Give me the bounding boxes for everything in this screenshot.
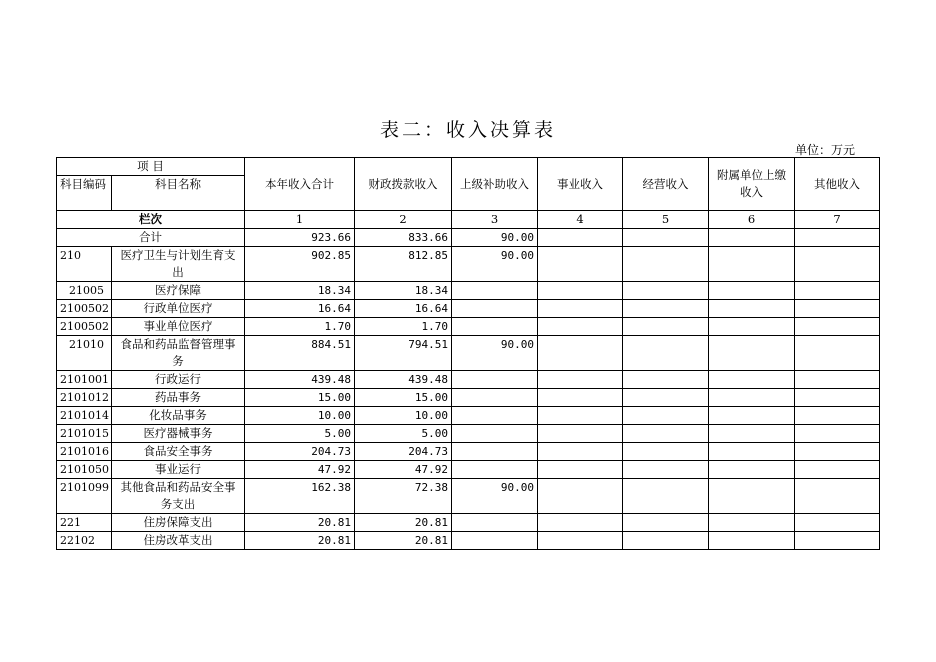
row-c3 xyxy=(452,389,538,407)
row-c7 xyxy=(795,514,880,532)
table-row xyxy=(57,479,880,514)
row-c4 xyxy=(538,514,623,532)
row-code: 2101099 xyxy=(57,479,112,514)
table-row xyxy=(57,461,880,479)
row-code: 2101014 xyxy=(57,407,112,425)
row-c5 xyxy=(623,425,709,443)
table-row xyxy=(57,443,880,461)
row-c3 xyxy=(452,532,538,550)
header-code: 科目编码 xyxy=(57,176,112,211)
row-c6 xyxy=(709,300,795,318)
unit-label: 单位：万元 xyxy=(794,143,855,157)
row-c6 xyxy=(709,389,795,407)
row-c4 xyxy=(538,371,623,389)
row-c4 xyxy=(538,300,623,318)
row-c2: 5.00 xyxy=(355,425,452,443)
row-c1: 902.85 xyxy=(245,247,355,282)
row-c6 xyxy=(709,282,795,300)
row-c2: 812.85 xyxy=(355,247,452,282)
row-c4 xyxy=(538,407,623,425)
lanci-num: 3 xyxy=(452,211,538,229)
row-c1: 204.73 xyxy=(245,443,355,461)
row-name: 食品和药品监督管理事务 xyxy=(112,336,245,371)
total-c2: 833.66 xyxy=(355,229,452,247)
total-c1: 923.66 xyxy=(245,229,355,247)
total-c3: 90.00 xyxy=(452,229,538,247)
row-c2: 47.92 xyxy=(355,461,452,479)
table-row xyxy=(57,425,880,443)
row-c4 xyxy=(538,247,623,282)
row-c6 xyxy=(709,461,795,479)
row-c6 xyxy=(709,371,795,389)
row-c7 xyxy=(795,336,880,371)
row-c6 xyxy=(709,407,795,425)
row-c5 xyxy=(623,282,709,300)
row-c3 xyxy=(452,443,538,461)
row-name: 化妆品事务 xyxy=(112,407,245,425)
row-c2: 794.51 xyxy=(355,336,452,371)
header-col-4: 事业收入 xyxy=(538,158,623,211)
row-c3 xyxy=(452,461,538,479)
table-row xyxy=(57,336,880,371)
row-c5 xyxy=(623,514,709,532)
row-name: 住房保障支出 xyxy=(112,514,245,532)
row-c6 xyxy=(709,336,795,371)
row-c6 xyxy=(709,479,795,514)
table-row xyxy=(57,407,880,425)
row-c6 xyxy=(709,318,795,336)
row-c4 xyxy=(538,532,623,550)
row-code: 221 xyxy=(57,514,112,532)
row-c6 xyxy=(709,514,795,532)
row-name: 医疗器械事务 xyxy=(112,425,245,443)
row-name: 药品事务 xyxy=(112,389,245,407)
row-c1: 16.64 xyxy=(245,300,355,318)
row-c5 xyxy=(623,532,709,550)
row-c4 xyxy=(538,461,623,479)
row-c4 xyxy=(538,318,623,336)
row-c3 xyxy=(452,407,538,425)
header-col-7: 其他收入 xyxy=(795,158,880,211)
row-c3 xyxy=(452,282,538,300)
table-row xyxy=(57,389,880,407)
row-c2: 10.00 xyxy=(355,407,452,425)
table-row xyxy=(57,514,880,532)
row-c4 xyxy=(538,389,623,407)
table-row xyxy=(57,371,880,389)
row-code: 2101050 xyxy=(57,461,112,479)
row-c1: 5.00 xyxy=(245,425,355,443)
row-c2: 72.38 xyxy=(355,479,452,514)
row-code: 2101016 xyxy=(57,443,112,461)
row-c1: 439.48 xyxy=(245,371,355,389)
row-code: 2101015 xyxy=(57,425,112,443)
row-c6 xyxy=(709,443,795,461)
income-table xyxy=(56,157,880,550)
table-row xyxy=(57,532,880,550)
row-c4 xyxy=(538,282,623,300)
row-c6 xyxy=(709,532,795,550)
row-c1: 20.81 xyxy=(245,532,355,550)
row-c1: 1.70 xyxy=(245,318,355,336)
header-col-3: 上级补助收入 xyxy=(452,158,538,211)
row-c1: 10.00 xyxy=(245,407,355,425)
row-name: 事业单位医疗 xyxy=(112,318,245,336)
total-label: 合计 xyxy=(57,229,245,247)
row-c3 xyxy=(452,514,538,532)
row-c6 xyxy=(709,425,795,443)
row-c1: 20.81 xyxy=(245,514,355,532)
header-name: 科目名称 xyxy=(112,176,245,211)
row-c5 xyxy=(623,247,709,282)
lanci-num: 2 xyxy=(355,211,452,229)
row-c2: 20.81 xyxy=(355,514,452,532)
table-row xyxy=(57,247,880,282)
row-c5 xyxy=(623,461,709,479)
row-c7 xyxy=(795,247,880,282)
row-code: 2100502 xyxy=(57,300,112,318)
row-c2: 204.73 xyxy=(355,443,452,461)
lanci-num: 6 xyxy=(709,211,795,229)
table-row xyxy=(57,282,880,300)
row-code: 21010 xyxy=(57,336,112,371)
header-col-2: 财政拨款收入 xyxy=(355,158,452,211)
table-row xyxy=(57,300,880,318)
row-c1: 162.38 xyxy=(245,479,355,514)
row-c3 xyxy=(452,425,538,443)
row-name: 行政运行 xyxy=(112,371,245,389)
page-title: 表二：收入决算表 xyxy=(379,119,556,141)
row-c3: 90.00 xyxy=(452,247,538,282)
row-name: 住房改革支出 xyxy=(112,532,245,550)
row-c3: 90.00 xyxy=(452,479,538,514)
row-code: 21005 xyxy=(57,282,112,300)
header-col-1: 本年收入合计 xyxy=(245,158,355,211)
header-col-5: 经营收入 xyxy=(623,158,709,211)
row-c7 xyxy=(795,318,880,336)
row-c4 xyxy=(538,443,623,461)
lanci-num: 4 xyxy=(538,211,623,229)
row-code: 2101001 xyxy=(57,371,112,389)
header-xiangmu: 项 目 xyxy=(57,158,245,176)
row-code: 210 xyxy=(57,247,112,282)
row-c2: 16.64 xyxy=(355,300,452,318)
row-c2: 15.00 xyxy=(355,389,452,407)
row-c5 xyxy=(623,407,709,425)
row-c6 xyxy=(709,247,795,282)
row-c5 xyxy=(623,389,709,407)
row-c5 xyxy=(623,371,709,389)
row-c4 xyxy=(538,425,623,443)
row-code: 2100502 xyxy=(57,318,112,336)
row-c1: 15.00 xyxy=(245,389,355,407)
row-c7 xyxy=(795,443,880,461)
row-c7 xyxy=(795,407,880,425)
row-c5 xyxy=(623,318,709,336)
row-name: 医疗卫生与计划生育支出 xyxy=(112,247,245,282)
row-name: 其他食品和药品安全事务支出 xyxy=(112,479,245,514)
row-c4 xyxy=(538,336,623,371)
row-code: 2101012 xyxy=(57,389,112,407)
row-c2: 20.81 xyxy=(355,532,452,550)
row-c1: 884.51 xyxy=(245,336,355,371)
lanci-num: 1 xyxy=(245,211,355,229)
row-c3: 90.00 xyxy=(452,336,538,371)
table-row xyxy=(57,318,880,336)
row-c3 xyxy=(452,318,538,336)
row-c5 xyxy=(623,479,709,514)
row-c1: 18.34 xyxy=(245,282,355,300)
lanci-num: 7 xyxy=(795,211,880,229)
row-c2: 1.70 xyxy=(355,318,452,336)
row-c2: 439.48 xyxy=(355,371,452,389)
row-c7 xyxy=(795,479,880,514)
total-row xyxy=(57,229,880,247)
row-c5 xyxy=(623,300,709,318)
row-c7 xyxy=(795,532,880,550)
row-c7 xyxy=(795,282,880,300)
row-c4 xyxy=(538,479,623,514)
row-c2: 18.34 xyxy=(355,282,452,300)
row-name: 食品安全事务 xyxy=(112,443,245,461)
row-name: 事业运行 xyxy=(112,461,245,479)
lanci-num: 5 xyxy=(623,211,709,229)
row-c3 xyxy=(452,300,538,318)
row-name: 行政单位医疗 xyxy=(112,300,245,318)
row-c7 xyxy=(795,425,880,443)
row-c5 xyxy=(623,443,709,461)
header-col-6: 附属单位上缴收入 xyxy=(709,158,795,211)
row-c7 xyxy=(795,371,880,389)
row-code: 22102 xyxy=(57,532,112,550)
row-c7 xyxy=(795,461,880,479)
lanci-label: 栏次 xyxy=(57,211,245,229)
row-c5 xyxy=(623,336,709,371)
row-c1: 47.92 xyxy=(245,461,355,479)
row-c7 xyxy=(795,300,880,318)
row-name: 医疗保障 xyxy=(112,282,245,300)
row-c3 xyxy=(452,371,538,389)
row-c7 xyxy=(795,389,880,407)
